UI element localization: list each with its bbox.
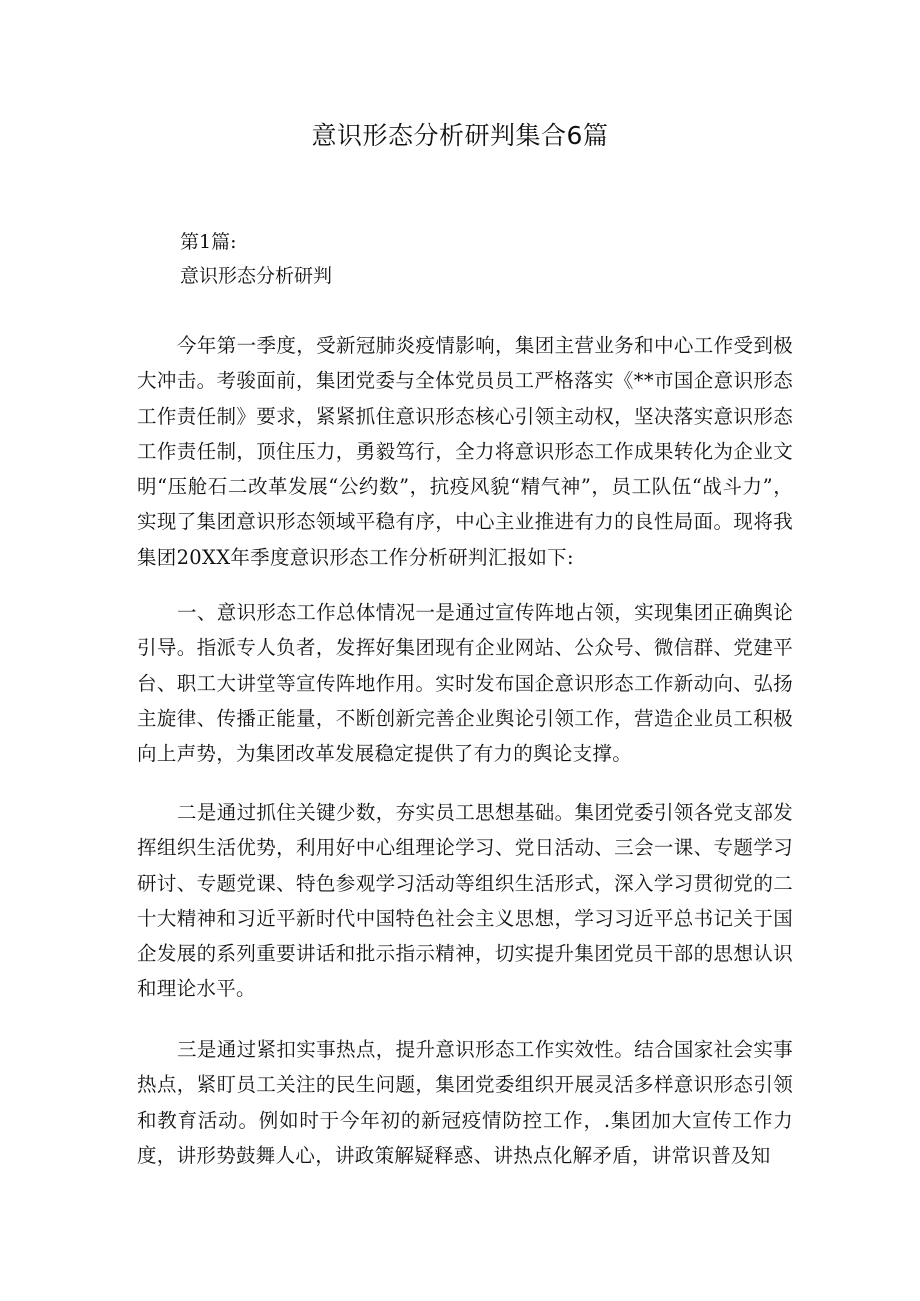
section-label: 第1篇: <box>180 231 237 253</box>
section-title: 意识形态分析研判 <box>180 265 333 287</box>
paragraph-intro: 今年第一季度，受新冠肺炎疫情影响，集团主营业务和中心工作受到极大冲击。考骏面前，集团党委与全体党员员工严格落实《**市国企意识形态工作责任制》要求，紧紧抓住意识形态核心引领主动权，坚决落实意识形态工作责任制，顶住压力，勇毅笃行，全力将意识形态工作成果转化为企业文明“压舱石二改革发展“公约数”，抗疫风貌“精气神”，员工队伍“战斗力”，实现了集团意识形态领域平稳有序，中心主业推进有力的良性局面。现将我集团20XX年季度意识形态工作分析研判汇报如下: <box>137 334 793 569</box>
document-title: 意识形态分析研判集合6篇 <box>311 121 609 150</box>
paragraph-hot-topics: 三是通过紧扣实事热点，提升意识形态工作实效性。结合国家社会实事热点，紧盯员工关注的民生问题，集团党委组织开展灵活多样意识形态引领和教育活动。例如时于今年初的新冠疫情防控工作，.集团加大宣传工作力度，讲形势鼓舞人心，讲政策解疑释惑、讲热点化解矛盾，讲常识普及知 <box>137 1038 793 1167</box>
paragraph-key-minority: 二是通过抓住关键少数，夯实员工思想基础。集团党委引领各党支部发挥组织生活优势，利用好中心组理论学习、党日活动、三会一课、专题学习研讨、专题党课、特色参观学习活动等组织生活形式，深入学习贯彻党的二十大精神和习近平新时代中国特色社会主义思想，学习习近平总书记关于国企发展的系列重要讲话和批示指示精神，切实提升集团党员干部的思想认识和理论水平。 <box>137 801 793 1001</box>
paragraph-overall-situation: 一、意识形态工作总体情况一是通过宣传阵地占领，实现集团正确舆论引导。指派专人负者，发挥好集团现有企业网站、公众号、微信群、党建平台、职工大讲堂等宣传阵地作用。实时发布国企意识形态工作新动向、弘扬主旋律、传播正能量，不断创新完善企业舆论引领工作，营造企业员工积极向上声势，为集团改革发展稳定提供了有力的舆论支撑。 <box>137 601 793 766</box>
